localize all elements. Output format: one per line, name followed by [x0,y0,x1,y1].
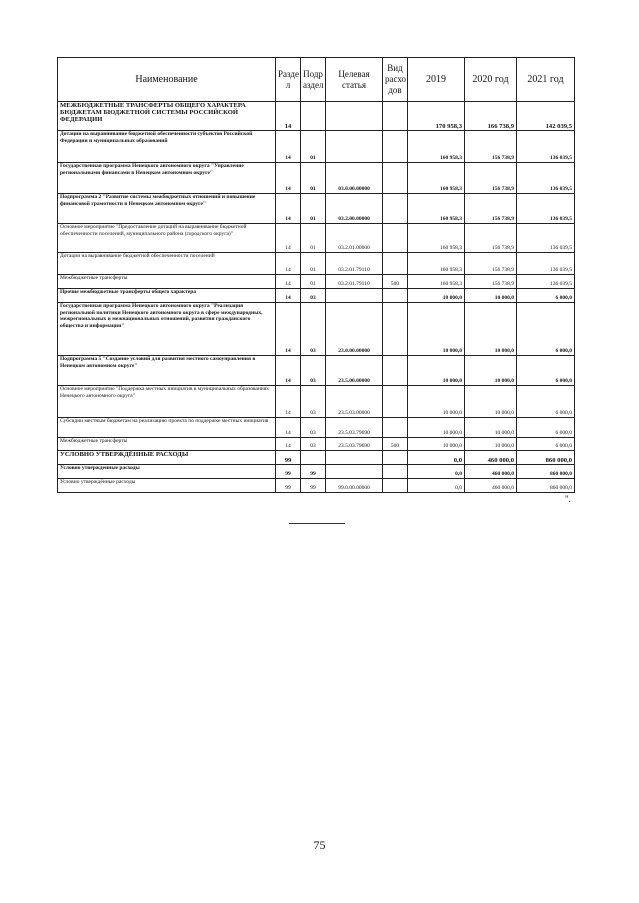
row-2021: 136 039,5 [517,163,575,194]
row-2021: 860 000,0 [517,451,575,465]
row-podrazdel: 01 [301,275,326,289]
table-row [58,303,575,356]
row-podrazdel: 01 [301,194,326,224]
row-vid [383,451,408,465]
row-target: 23.5.03.00000 [326,386,383,418]
row-2020: 460 000,0 [465,479,517,493]
row-podrazdel: 03 [301,356,326,386]
row-razdel: 99 [276,465,301,479]
row-2019: 0,0 [408,465,465,479]
row-2021: 6 000,0 [517,356,575,386]
row-target: 99.0.00.00000 [326,479,383,493]
row-target [326,102,383,131]
header-name: Наименование [58,58,276,102]
row-podrazdel: 03 [301,303,326,356]
row-2021: 136 039,5 [517,275,575,289]
table-row [58,163,575,194]
row-vid [383,386,408,418]
table-row [58,224,575,253]
table-row [58,253,575,275]
row-podrazdel: 01 [301,224,326,253]
row-target [326,131,383,163]
row-2019: 10 000,0 [408,438,465,451]
row-name: Государственная программа Ненецкого автономного округа "Реализация региональной политики Ненецкого автономного округа в сфере международных, межрегиональных и межнациональных отношений, развития гражданского общества и информации" [58,303,276,356]
row-2019: 0,0 [408,451,465,465]
row-vid: 500 [383,275,408,289]
header-2021: 2021 год [517,58,575,102]
row-2021: 6 000,0 [517,418,575,438]
row-2020: 10 000,0 [465,438,517,451]
row-razdel: 14 [276,275,301,289]
row-2021: 6 000,0 [517,289,575,303]
row-razdel: 14 [276,253,301,275]
row-razdel: 99 [276,479,301,493]
header-2019: 2019 [408,58,465,102]
row-2019: 10 000,0 [408,303,465,356]
table-row [58,418,575,438]
row-name: Прочие межбюджетные трансферты общего характера [58,289,276,303]
row-2021: 136 039,5 [517,253,575,275]
table-row [58,451,575,465]
row-2019: 160 958,3 [408,163,465,194]
row-razdel: 14 [276,224,301,253]
row-2020: 156 738,9 [465,163,517,194]
row-2019: 10 000,0 [408,289,465,303]
row-2021: 136 039,5 [517,131,575,163]
row-2019: 160 958,3 [408,131,465,163]
row-razdel: 14 [276,418,301,438]
row-razdel: 14 [276,356,301,386]
row-2020: 156 738,9 [465,131,517,163]
row-vid [383,194,408,224]
section-divider [289,523,345,524]
row-2019: 10 000,0 [408,386,465,418]
row-podrazdel: 01 [301,253,326,275]
row-2020: 10 000,0 [465,356,517,386]
budget-table [57,57,575,493]
row-vid [383,163,408,194]
row-podrazdel: 03 [301,289,326,303]
row-target: 23.5.00.00000 [326,356,383,386]
row-name: Подпрограмма 5 "Создание условий для развития местного самоуправления в Ненецком автономном округе" [58,356,276,386]
row-name: МЕЖБЮДЖЕТНЫЕ ТРАНСФЕРТЫ ОБЩЕГО ХАРАКТЕРА БЮДЖЕТАМ БЮДЖЕТНОЙ СИСТЕМЫ РОССИЙСКОЙ ФЕДЕРАЦИИ [58,102,276,131]
table-row [58,465,575,479]
table-row [58,275,575,289]
row-podrazdel: 99 [301,479,326,493]
row-2020: 10 000,0 [465,289,517,303]
row-vid [383,303,408,356]
row-podrazdel: 03 [301,386,326,418]
header-razdel: Разде л [276,58,301,102]
row-podrazdel [301,102,326,131]
row-2020: 166 738,9 [465,102,517,131]
header-target: Целевая статья [326,58,383,102]
row-razdel: 14 [276,102,301,131]
row-vid [383,224,408,253]
row-name: Государственная программа Ненецкого автономного округа "Управление региональными финансами в Ненецком автономном округе" [58,163,276,194]
closing-quote-mark: ". [565,494,571,504]
header-vid: Вид расхо дов [383,58,408,102]
row-2019: 10 000,0 [408,418,465,438]
row-2019: 160 958,3 [408,253,465,275]
row-2020: 460 000,0 [465,465,517,479]
row-2021: 142 039,5 [517,102,575,131]
row-target: 03.2.00.00000 [326,194,383,224]
row-podrazdel [301,451,326,465]
row-2021: 6 000,0 [517,438,575,451]
row-name: Основное мероприятие "Предоставление дотаций на выравнивание бюджетной обеспеченности поселений, муниципального района (городского округа)" [58,224,276,253]
row-razdel: 14 [276,131,301,163]
row-2019: 160 958,3 [408,194,465,224]
table-row [58,194,575,224]
row-target [326,289,383,303]
row-2020: 10 000,0 [465,386,517,418]
row-vid: 500 [383,438,408,451]
row-podrazdel: 99 [301,465,326,479]
row-target: 23.5.03.79690 [326,438,383,451]
row-2019: 160 958,3 [408,275,465,289]
row-podrazdel: 03 [301,418,326,438]
row-2021: 136 039,5 [517,194,575,224]
row-2021: 860 000,0 [517,465,575,479]
row-razdel: 99 [276,451,301,465]
row-target: 03.0.00.00000 [326,163,383,194]
row-vid [383,418,408,438]
row-vid [383,102,408,131]
row-name: УСЛОВНО УТВЕРЖДЁННЫЕ РАСХОДЫ [58,451,276,465]
row-vid [383,465,408,479]
row-target: 23.5.03.79690 [326,418,383,438]
row-name: Основное мероприятие "Поддержка местных инициатив в муниципальных образованиях Ненецкого автономного округа" [58,386,276,418]
row-name: Условно утверждённые расходы [58,479,276,493]
row-target: 23.0.00.00000 [326,303,383,356]
table-row [58,356,575,386]
row-vid [383,356,408,386]
header-podrazdel: Подр аздел [301,58,326,102]
row-2021: 860 000,0 [517,479,575,493]
row-2020: 10 000,0 [465,418,517,438]
row-2020: 460 000,0 [465,451,517,465]
row-podrazdel: 01 [301,131,326,163]
row-podrazdel: 01 [301,163,326,194]
row-name: Дотации на выравнивание бюджетной обеспеченности субъектов Российской Федерации и муниципальных образований [58,131,276,163]
row-name: Дотации на выравнивание бюджетной обеспеченности поселений [58,253,276,275]
row-vid [383,253,408,275]
table-row [58,131,575,163]
row-target: 03.2.01.79110 [326,253,383,275]
page-number: 75 [313,838,326,852]
header-2020: 2020 год [465,58,517,102]
header-row [58,58,575,102]
row-target [326,451,383,465]
row-2021: 6 000,0 [517,303,575,356]
row-2019: 10 000,0 [408,356,465,386]
table-row [58,479,575,493]
row-name: Межбюджетные трансферты [58,275,276,289]
row-target: 03.2.01.79110 [326,275,383,289]
row-name: Межбюджетные трансферты [58,438,276,451]
row-razdel: 14 [276,163,301,194]
row-target [326,465,383,479]
row-name: Субсидии местным бюджетам на реализацию проекта по поддержке местных инициатив [58,418,276,438]
table-row [58,289,575,303]
row-2020: 156 738,9 [465,275,517,289]
row-razdel: 14 [276,303,301,356]
row-2020: 156 738,9 [465,253,517,275]
row-razdel: 14 [276,386,301,418]
row-2020: 156 738,9 [465,194,517,224]
row-2021: 136 039,5 [517,224,575,253]
row-2021: 6 000,0 [517,386,575,418]
table-row [58,386,575,418]
row-vid [383,479,408,493]
row-podrazdel: 03 [301,438,326,451]
row-2019: 0,0 [408,479,465,493]
row-vid [383,131,408,163]
row-razdel: 14 [276,194,301,224]
row-2019: 160 958,3 [408,224,465,253]
row-vid [383,289,408,303]
row-razdel: 14 [276,438,301,451]
row-name: Условно утвержденные расходы [58,465,276,479]
row-target: 03.2.01.00000 [326,224,383,253]
row-name: Подпрограмма 2 "Развитие системы межбюджетных отношений и повышение финансовой грамотности в Ненецком автономном округе" [58,194,276,224]
table-row [58,438,575,451]
row-2019: 170 958,3 [408,102,465,131]
row-razdel: 14 [276,289,301,303]
row-2020: 10 000,0 [465,303,517,356]
table-row [58,102,575,131]
row-2020: 156 738,9 [465,224,517,253]
